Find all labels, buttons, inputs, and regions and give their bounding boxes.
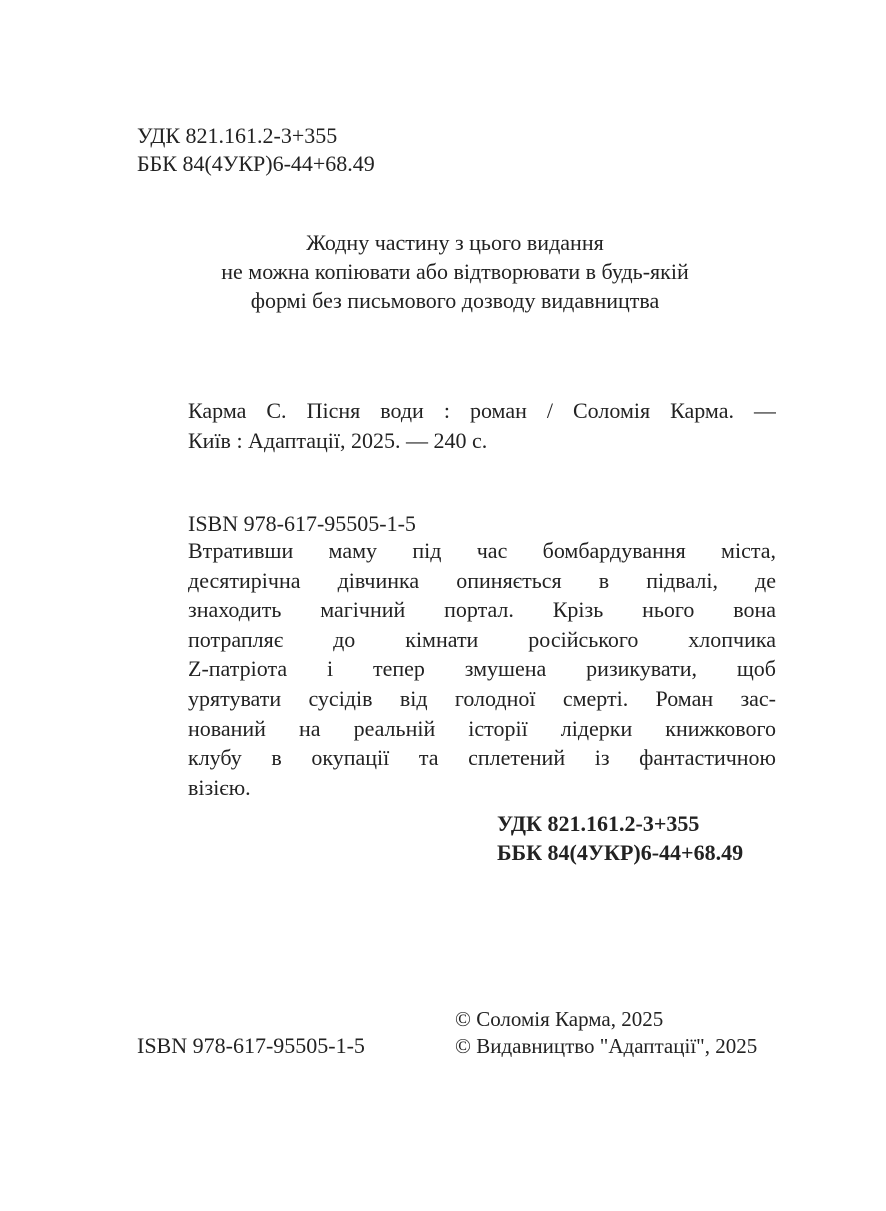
udk-code-bold: УДК 821.161.2-3+355 — [497, 811, 700, 836]
bbk-code: ББК 84(4УКР)6-44+68.49 — [137, 151, 375, 176]
annotation-line: Втративши маму під час бомбардування міста, — [188, 538, 776, 563]
annotation-line: Z-патріота і тепер змушена ризикувати, щоб — [188, 656, 776, 681]
annotation-line: нований на реальній історії лідерки книжкового — [188, 716, 776, 741]
annotation-line: знаходить магічний портал. Крізь нього вона — [188, 597, 776, 622]
bbk-code-bold: ББК 84(4УКР)6-44+68.49 — [497, 840, 744, 865]
copyright-notice-line: не можна копіювати або відтворювати в будь-якій — [221, 259, 689, 284]
copyright-author: © Соломія Карма, 2025 — [455, 1007, 664, 1031]
annotation-line: урятувати сусідів від голодної смерті. Роман зас- — [188, 686, 776, 711]
copyright-publisher: © Видавництво "Адаптації", 2025 — [455, 1034, 758, 1058]
annotation-line: клубу в окупації та сплетений із фантастичною — [188, 745, 776, 770]
annotation-line: десятирічна дівчинка опиняється в підвалі, де — [188, 568, 776, 593]
bibliographic-record-line: Карма С. Пісня води : роман / Соломія Карма. — — [188, 398, 776, 423]
copyright-notice-line: Жодну частину з цього видання — [306, 230, 604, 255]
annotation-line: візією. — [188, 775, 251, 800]
isbn-record: ISBN 978-617-95505-1-5 — [188, 511, 416, 536]
annotation-line: потрапляє до кімнати російського хлопчика — [188, 627, 776, 652]
footer-isbn: ISBN 978-617-95505-1-5 — [137, 1033, 365, 1058]
udk-code: УДК 821.161.2-3+355 — [137, 123, 338, 148]
copyright-notice-line: формі без письмового дозводу видавництва — [250, 288, 660, 313]
bibliographic-record-line: Київ : Адаптації, 2025. — 240 с. — [188, 428, 488, 453]
